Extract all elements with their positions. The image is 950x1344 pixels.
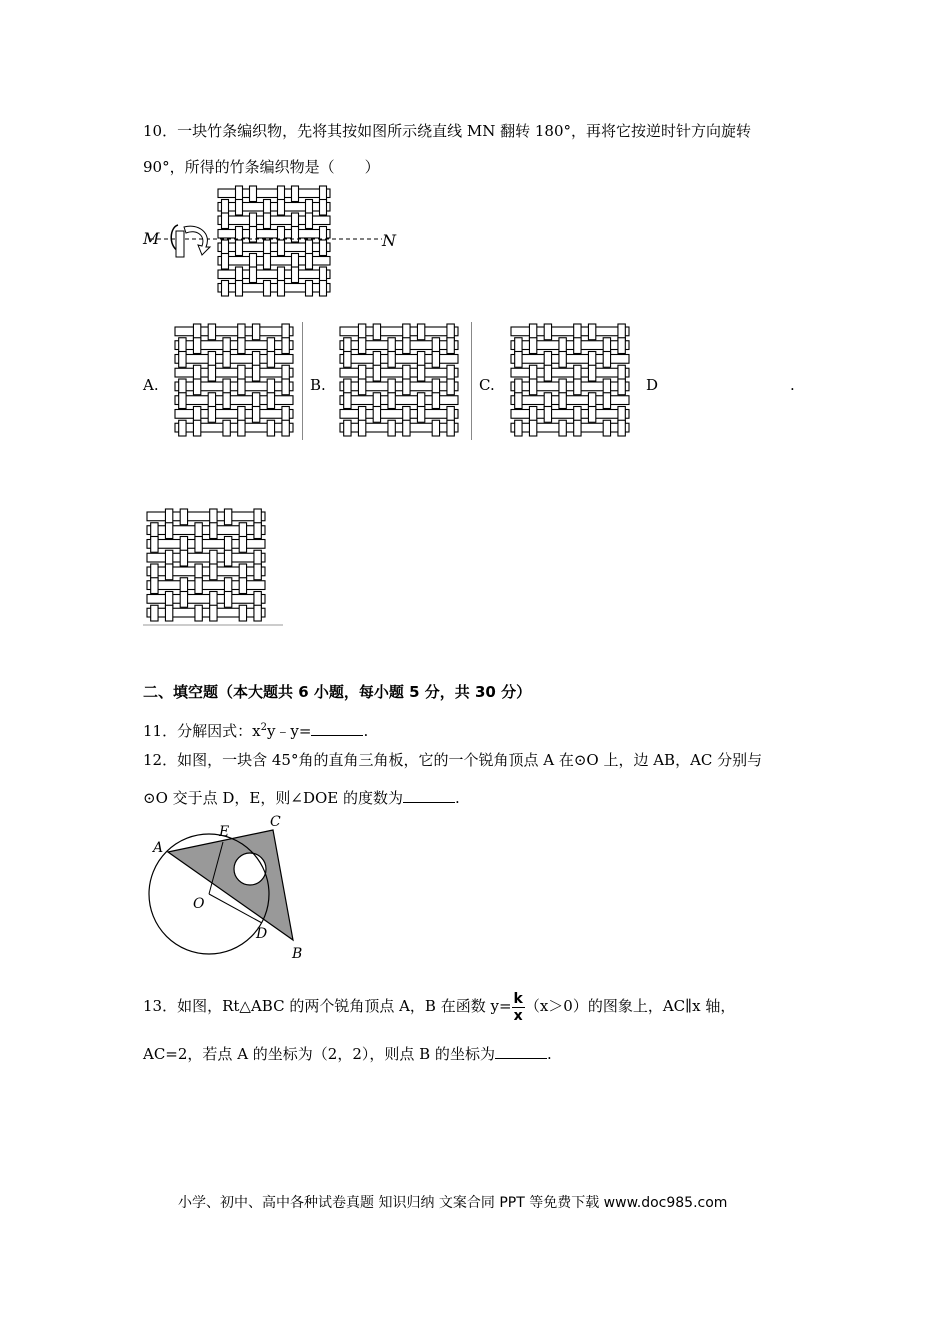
label-e: E [219,824,230,840]
vertical-strip-segment [417,365,424,381]
vertical-strip-segment [151,537,158,553]
vertical-strip-segment [236,240,243,256]
weave-pattern [218,186,330,296]
vertical-strip-segment [358,338,365,354]
vertical-strip-segment [588,407,595,423]
vertical-strip-segment [417,324,424,340]
horizontal-strip [147,567,265,576]
vertical-strip-segment [180,509,187,525]
vertical-strip-segment [618,379,625,395]
footer-text: 小学、初中、高中各种试卷真题 知识归纳 文案合同 PPT 等免费下载 www.doc985.com [178,1195,728,1211]
vertical-strip-segment [432,420,439,436]
horizontal-strip [340,423,458,432]
vertical-strip-segment [210,523,217,539]
vertical-strip-segment [208,324,215,340]
q11-answer-blank[interactable] [311,721,363,736]
vertical-strip-segment [344,420,351,436]
vertical-strip-segment [195,578,202,594]
circle-triangle-svg [143,812,323,962]
horizontal-strip [511,341,629,350]
option-c-figure[interactable] [506,322,636,440]
horizontal-strip [340,341,458,350]
vertical-strip-segment [432,352,439,368]
vertical-strip-segment [222,213,229,229]
q12-line2-prefix: ⊙O 交于点 D，E，则∠DOE 的度数为 [143,789,403,807]
vertical-strip-segment [151,605,158,621]
q13-suffix: （x＞0）的图象上，AC∥x 轴， [524,997,736,1015]
vertical-strip-segment [403,338,410,354]
vertical-strip-segment [222,281,229,297]
q11-sup: 2 [260,722,267,733]
triangle-hole [234,853,266,885]
triangle-board [168,830,293,940]
vertical-strip-segment [344,352,351,368]
vertical-strip-segment [529,379,536,395]
vertical-strip-segment [403,420,410,436]
vertical-strip-segment [193,420,200,436]
fraction-k-over-x [512,991,525,1024]
vertical-strip-segment [373,365,380,381]
vertical-strip-segment [151,578,158,594]
vertical-strip-segment [224,592,231,608]
vertical-strip-segment [250,227,257,243]
vertical-strip-segment [544,407,551,423]
vertical-strip-segment [254,564,261,580]
q12-line1: 12．如图，一块含 45°角的直角三角板，它的一个锐角顶点 A 在⊙O 上，边 AB，AC 分别与 [143,751,763,769]
vertical-strip-segment [224,550,231,566]
vertical-strip-segment [264,254,271,270]
q11-prefix: 11．分解因式：x [143,722,261,740]
horizontal-strip [218,270,330,279]
vertical-strip-segment [618,420,625,436]
vertical-strip-segment [292,267,299,283]
vertical-strip-segment [358,420,365,436]
vertical-strip-segment [180,592,187,608]
vertical-strip-segment [252,365,259,381]
q10-line2: 90°，所得的竹条编织物是（ ） [143,158,380,176]
q13-line1 [143,988,735,1028]
vertical-strip-segment [306,254,313,270]
vertical-strip-segment [320,240,327,256]
option-d-dot: . [790,376,795,394]
vertical-strip-segment [447,338,454,354]
vertical-strip-segment [238,420,245,436]
vertical-strip-segment [195,537,202,553]
label-d: D [256,926,268,942]
arrow-shaft [176,231,184,257]
vertical-strip-segment [179,420,186,436]
horizontal-strip [175,341,293,350]
vertical-strip-segment [165,564,172,580]
vertical-strip-segment [179,352,186,368]
vertical-strip-segment [282,379,289,395]
horizontal-strip [511,423,629,432]
horizontal-strip [147,526,265,535]
section-heading: 二、填空题（本大题共 6 小题，每小题 5 分，共 30 分） [143,683,532,701]
q12-figure [143,812,323,962]
vertical-strip-segment [254,523,261,539]
vertical-strip-segment [165,605,172,621]
option-a-label: A. [143,376,159,394]
horizontal-strip [147,581,265,590]
weave-figure-main [140,185,410,300]
horizontal-strip [218,284,330,293]
vertical-strip-segment [264,281,271,297]
vertical-strip-segment [267,352,274,368]
vertical-strip-segment [193,379,200,395]
horizontal-strip [175,368,293,377]
vertical-strip-segment [388,393,395,409]
vertical-strip-segment [282,338,289,354]
q12-line2 [143,788,460,808]
vertical-strip-segment [603,352,610,368]
vertical-strip-segment [603,420,610,436]
option-b-figure[interactable] [335,322,470,440]
vertical-strip-segment [529,420,536,436]
horizontal-strip [218,216,330,225]
label-m: M [143,229,160,248]
vertical-strip-segment [292,186,299,202]
vertical-strip-segment [252,407,259,423]
vertical-strip-segment [238,338,245,354]
vertical-strip-segment [179,393,186,409]
vertical-strip-segment [529,338,536,354]
vertical-strip-segment [574,420,581,436]
vertical-strip-segment [388,352,395,368]
horizontal-strip [511,382,629,391]
q13-line2-prefix: AC=2，若点 A 的坐标为（2，2），则点 B 的坐标为 [143,1045,495,1063]
rotate-arrow-icon [184,226,210,255]
horizontal-strip [218,243,330,252]
vertical-strip-segment [195,605,202,621]
vertical-strip-segment [210,564,217,580]
vertical-strip-segment [344,393,351,409]
vertical-strip-segment [588,324,595,340]
vertical-strip-segment [306,213,313,229]
horizontal-strip [340,355,458,364]
vertical-strip-segment [417,407,424,423]
option-b-label: B. [310,376,326,394]
q12-line2-suffix: . [455,789,460,807]
vertical-strip-segment [208,407,215,423]
vertical-strip-segment [236,281,243,297]
horizontal-strip [147,540,265,549]
vertical-strip-segment [447,379,454,395]
horizontal-strip [147,608,265,617]
horizontal-strip [511,368,629,377]
horizontal-strip [175,396,293,405]
q11-suffix: . [363,722,369,740]
vertical-strip-segment [222,254,229,270]
horizontal-strip [218,189,330,198]
horizontal-strip [511,327,629,336]
vertical-strip-segment [403,379,410,395]
option-d-label: D [646,376,659,394]
q13-prefix: 13．如图，Rt△ABC 的两个锐角顶点 A，B 在函数 y= [143,997,512,1015]
q11-mid: y﹣y= [266,722,312,740]
fraction-numerator: k [513,990,523,1007]
horizontal-strip [175,382,293,391]
horizontal-strip [340,382,458,391]
option-a-figure[interactable] [170,322,300,440]
fraction-denominator: x [513,1007,523,1024]
vertical-strip-segment [223,420,230,436]
vertical-strip-segment [250,186,257,202]
vertical-strip-segment [278,240,285,256]
vertical-strip-segment [267,393,274,409]
divider [302,322,303,440]
horizontal-strip [147,595,265,604]
vertical-strip-segment [250,267,257,283]
vertical-strip-segment [559,352,566,368]
horizontal-strip [175,423,293,432]
vertical-strip-segment [432,393,439,409]
vertical-strip-segment [320,200,327,216]
horizontal-strip [218,203,330,212]
vertical-strip-segment [224,509,231,525]
vertical-strip-segment [618,338,625,354]
horizontal-strip [340,396,458,405]
vertical-strip-segment [320,281,327,297]
vertical-strip-segment [515,352,522,368]
option-d-figure[interactable] [143,508,283,628]
label-n: N [382,231,396,250]
vertical-strip-segment [515,393,522,409]
vertical-strip-segment [358,379,365,395]
horizontal-strip [511,355,629,364]
q11-text [143,718,368,741]
vertical-strip-segment [544,365,551,381]
q13-line2-suffix: . [546,1045,552,1063]
q10-line1: 10．一块竹条编织物，先将其按如图所示绕直线 MN 翻转 180°，再将它按逆时针方向旋转 [143,122,752,140]
vertical-strip-segment [278,200,285,216]
horizontal-strip [218,230,330,239]
vertical-strip-segment [278,281,285,297]
label-c: C [270,814,281,830]
horizontal-strip [340,327,458,336]
vertical-strip-segment [267,420,274,436]
vertical-strip-segment [180,550,187,566]
vertical-strip-segment [223,352,230,368]
vertical-strip-segment [306,281,313,297]
vertical-strip-segment [373,407,380,423]
q13-answer-blank[interactable] [495,1044,547,1059]
vertical-strip-segment [238,379,245,395]
vertical-strip-segment [210,605,217,621]
vertical-strip-segment [447,420,454,436]
vertical-strip-segment [239,605,246,621]
horizontal-strip [340,368,458,377]
vertical-strip-segment [559,420,566,436]
vertical-strip-segment [574,379,581,395]
vertical-strip-segment [544,324,551,340]
vertical-strip-segment [193,338,200,354]
horizontal-strip [340,410,458,419]
horizontal-strip [175,355,293,364]
label-a: A [153,840,164,856]
label-b: B [292,946,303,962]
q12-answer-blank[interactable] [403,788,455,803]
vertical-strip-segment [223,393,230,409]
vertical-strip-segment [603,393,610,409]
label-o: O [193,896,205,912]
vertical-strip-segment [254,605,261,621]
option-c-label: C. [479,376,495,394]
vertical-strip-segment [292,227,299,243]
weave-main-svg [140,185,410,300]
horizontal-strip [147,512,265,521]
vertical-strip-segment [574,338,581,354]
vertical-strip-segment [388,420,395,436]
horizontal-strip [511,396,629,405]
vertical-strip-segment [165,523,172,539]
vertical-strip-segment [252,324,259,340]
horizontal-strip [147,553,265,562]
vertical-strip-segment [239,537,246,553]
vertical-strip-segment [282,420,289,436]
vertical-strip-segment [373,324,380,340]
vertical-strip-segment [588,365,595,381]
vertical-strip-segment [559,393,566,409]
vertical-strip-segment [515,420,522,436]
vertical-strip-segment [236,200,243,216]
vertical-strip-segment [264,213,271,229]
horizontal-strip [218,257,330,266]
vertical-strip-segment [208,365,215,381]
q13-line2 [143,1044,552,1064]
horizontal-strip [175,327,293,336]
divider [471,322,472,440]
vertical-strip-segment [239,578,246,594]
horizontal-strip [511,410,629,419]
horizontal-strip [175,410,293,419]
